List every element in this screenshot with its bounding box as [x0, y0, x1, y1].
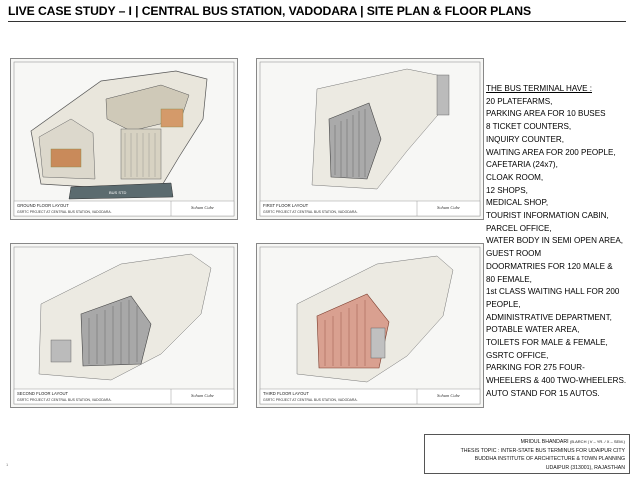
- facility-item: PARKING AREA FOR 10 BUSES: [486, 109, 606, 119]
- plan-label: SECOND FLOOR LAYOUT: [17, 391, 69, 396]
- third-floor-drawing: [257, 244, 483, 407]
- ground-floor-drawing: [11, 59, 237, 219]
- facility-item: WHEELERS & 400 TWO-WHEELERS.: [486, 376, 627, 386]
- plan-label: THIRD FLOOR LAYOUT: [263, 391, 309, 396]
- facility-item: GUEST ROOM: [486, 249, 542, 259]
- first-floor-drawing: [257, 59, 483, 219]
- logo: Sohum Cube: [191, 393, 214, 398]
- author-name: MRIDUL BHANDARI: [520, 439, 569, 445]
- facility-item: AUTO STAND FOR 15 AUTOS.: [486, 388, 600, 398]
- page-title: LIVE CASE STUDY – I | CENTRAL BUS STATION, VADODARA | SITE PLAN & FLOOR PLANS: [8, 4, 531, 18]
- plan-sub: GSRTC PROJECT AT CENTRAL BUS STATION, VADODARA.: [17, 398, 112, 402]
- facility-item: WAITING AREA FOR 200 PEOPLE,: [486, 147, 616, 157]
- facility-item: 12 SHOPS,: [486, 185, 528, 195]
- facility-item: TOILETS FOR MALE & FEMALE,: [486, 338, 608, 348]
- thesis-topic: THESIS TOPIC : INTER-STATE BUS TERMINUS FOR UDAIPUR CITY: [460, 447, 625, 454]
- facility-item: 8 TICKET COUNTERS,: [486, 122, 572, 132]
- facility-item: 1st CLASS WAITING HALL FOR 200: [486, 287, 620, 297]
- logo: Sohum Cube: [191, 205, 214, 210]
- facility-item: DOORMATRIES FOR 120 MALE &: [486, 261, 613, 271]
- logo: Sohum Cube: [437, 393, 460, 398]
- facility-item: POTABLE WATER AREA,: [486, 325, 580, 335]
- facility-item: MEDICAL SHOP,: [486, 198, 549, 208]
- author-meta: (B.ARCH | V – YR. / X – SEM.): [570, 439, 625, 444]
- facilities-heading: THE BUS TERMINAL HAVE :: [486, 84, 592, 93]
- facility-item: PARKING FOR 275 FOUR-: [486, 363, 585, 373]
- credit-box: [424, 434, 630, 474]
- plan-label: FIRST FLOOR LAYOUT: [263, 203, 309, 208]
- svg-text:BUS STD: BUS STD: [109, 190, 127, 195]
- plan-sub: GSRTC PROJECT AT CENTRAL BUS STATION, VADODARA.: [17, 210, 112, 214]
- third-floor-plan: [256, 243, 484, 408]
- facility-item: WATER BODY IN SEMI OPEN AREA,: [486, 236, 624, 246]
- second-floor-plan: [10, 243, 238, 408]
- plan-sub: GSRTC PROJECT AT CENTRAL BUS STATION, VADODARA.: [263, 210, 358, 214]
- plan-label: GROUND FLOOR LAYOUT: [17, 203, 69, 208]
- plan-sub: GSRTC PROJECT AT CENTRAL BUS STATION, VADODARA.: [263, 398, 358, 402]
- facility-item: PEOPLE,: [486, 299, 521, 309]
- facility-item: CAFETARIA (24x7),: [486, 160, 558, 170]
- author-line: [425, 438, 625, 447]
- facility-item: PARCEL OFFICE,: [486, 223, 552, 233]
- facilities-items: [486, 96, 636, 401]
- title-divider: [8, 21, 626, 22]
- institute-place: UDAIPUR (313001), RAJASTHAN: [545, 464, 625, 471]
- facility-item: 20 PLATEFARMS,: [486, 96, 553, 106]
- first-floor-plan: [256, 58, 484, 220]
- institute-name: BUDDHA INSTITUTE OF ARCHITECTURE & TOWN PLANNING: [474, 456, 625, 463]
- ground-floor-plan: [10, 58, 238, 220]
- second-floor-drawing: [11, 244, 237, 407]
- logo: Sohum Cube: [437, 205, 460, 210]
- facility-item: 80 FEMALE,: [486, 274, 532, 284]
- facility-item: INQUIRY COUNTER,: [486, 134, 564, 144]
- facility-item: CLOAK ROOM,: [486, 172, 544, 182]
- facility-item: GSRTC OFFICE,: [486, 350, 549, 360]
- page-number: 1: [6, 462, 9, 467]
- facility-item: ADMINISTRATIVE DEPARTMENT,: [486, 312, 612, 322]
- facility-item: TOURIST INFORMATION CABIN,: [486, 211, 609, 221]
- facilities-list: [486, 83, 636, 401]
